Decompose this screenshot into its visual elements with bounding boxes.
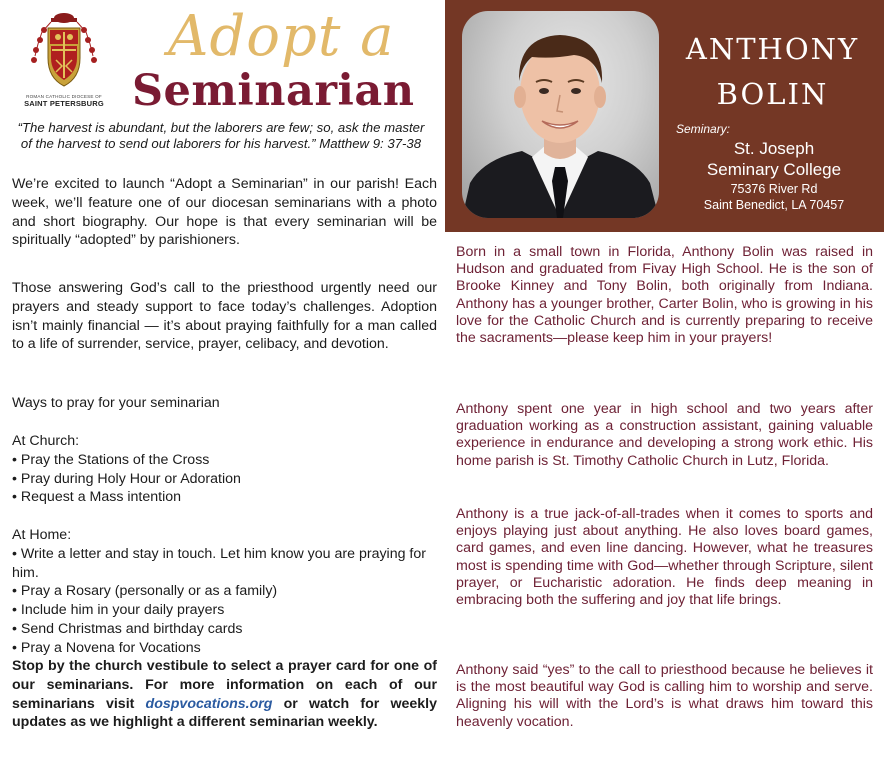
seminarian-first-name: ANTHONY (685, 32, 860, 66)
diocese-caption (18, 94, 110, 108)
home-item: • Send Christmas and birthday cards (12, 620, 243, 637)
home-section (12, 526, 437, 658)
church-section (12, 432, 437, 507)
bio-paragraph-2: Anthony spent one year in high school and two years after graduation working as a construction assistant, gaining valuable experience in endurance and developing a strong work ethic. His home parish is St. Timothy Catholic Church in Lutz, Florida. (456, 401, 873, 469)
cta-text-after: or watch for weekly updates as we highlight a different seminarian weekly. (12, 695, 437, 731)
home-item: • Write a letter and stay in touch. Let him know you are praying for him. (12, 545, 426, 581)
call-to-action (12, 657, 437, 732)
intro-paragraph-1: We’re excited to launch “Adopt a Seminarian” in our parish! Each week, we’ll feature one of our diocesan seminarians with a photo and short biography. Our hope is that every seminarian will be spiritually “adopted” by parishioners. (12, 176, 437, 249)
ways-heading: Ways to pray for your seminarian (12, 395, 220, 411)
seminarian-last-name: BOLIN (716, 77, 829, 111)
seminary-label: Seminary: (676, 122, 731, 136)
bio-paragraph-3: Anthony is a true jack-of-all-trades when it comes to sports and enjoys playing just about anything. He also loves board games, card games, and even line dancing. However, what he treasures most is spending time with God—whether through Scripture, silent prayer, or Eucharistic adoration. He finds deep meaning in embracing both the suffering and joy that life brings. (456, 506, 873, 609)
diocese-caption-name: SAINT PETERSBURG (24, 99, 104, 108)
home-item: • Include him in your daily prayers (12, 602, 225, 619)
seminary-address-line-1: 75376 River Rd (730, 182, 818, 196)
scripture-quote: “The harvest is abundant, but the laborers are few; so, ask the master of the harvest to send out laborers for his harvest.” Matthew 9: 37-38 (17, 120, 425, 152)
seminary-name-line-2: Seminary College (706, 160, 842, 179)
home-heading: At Home: (12, 527, 72, 543)
cta-text-before: Stop by the church vestibule to select a prayer card for one of our seminarians. For more information on each of our seminarians visit (12, 658, 437, 712)
church-item: • Pray during Holy Hour or Adoration (12, 470, 241, 487)
title-adopt-a: Adopt a (168, 4, 395, 69)
seminary-name-line-1: St. Joseph (733, 139, 815, 158)
intro-paragraph-2: Those answering God’s call to the priesthood urgently need our prayers and steady support to face today’s challenges. Adoption isn’t mainly financial — it’s about praying faithfully for a man called to a life of surrender, service, prayer, celibacy, and devotion. (12, 280, 437, 353)
diocese-caption-small: ROMAN CATHOLIC DIOCESE OF (26, 94, 102, 99)
seminarian-photo (462, 11, 659, 218)
home-item: • Pray a Novena for Vocations (12, 639, 201, 656)
title-seminarian: Seminarian (132, 66, 415, 116)
church-item: • Request a Mass intention (12, 489, 182, 506)
home-item: • Pray a Rosary (personally or as a family) (12, 583, 278, 600)
church-heading: At Church: (12, 433, 80, 449)
seminary-address-line-2: Saint Benedict, LA 70457 (703, 198, 845, 212)
church-item: • Pray the Stations of the Cross (12, 451, 210, 468)
bio-paragraph-1: Born in a small town in Florida, Anthony Bolin was raised in Hudson and graduated from Fivay High School. He is the son of Brooke Kinney and Tony Bolin, both originally from Indiana. Anthony has a younger brother, Carter Bolin, who is growing in his love for the Catholic Church and is currently preparing to receive the sacraments—please keep him in your prayers! (456, 244, 873, 347)
bio-paragraph-4: Anthony said “yes” to the call to priesthood because he believes it is the most beautiful way God is calling him to worship and serve. Aligning his will with the Lord’s is what draws him toward this heavenly vocation. (456, 662, 873, 730)
vocations-link[interactable]: dospvocations.org (145, 695, 273, 712)
